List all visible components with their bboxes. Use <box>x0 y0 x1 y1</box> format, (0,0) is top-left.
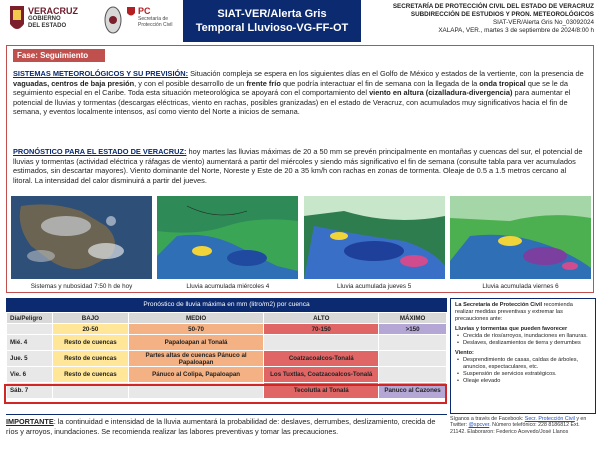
table-row: Vie. 6 Resto de cuencas Pánuco al Colipa, Papaloapan Los Tuxtlas, Coatzacoalcos-Tonalá <box>7 367 447 383</box>
table-row: Mié. 4 Resto de cuencas Papaloapan al Tonalá <box>7 335 447 351</box>
list-item: • Oleaje elevado <box>455 378 591 385</box>
list-item: • Suspensión de servicios estratégicos. <box>455 371 591 378</box>
satellite-map-icon <box>11 196 152 279</box>
rain-forecast-table <box>6 298 447 408</box>
rain-map-icon <box>304 196 445 279</box>
table-header-row: Día/Peligro BAJO MEDIO ALTO MÁXIMO <box>7 313 447 324</box>
table-range-row: 20-50 50-70 70-150 >150 <box>7 324 447 335</box>
rain-map-friday: Lluvia acumulada viernes 6 <box>450 196 591 292</box>
forecast-panel <box>6 45 594 293</box>
important-note: IMPORTANTE: la continuidad e intensidad de la lluvia aumentará la probabilidad de: deslaves, derrumbes, deslizamiento, crecida de ríos y arroyos, inundaciones. Se recomienda realizar las labores preventivas y tomar las precauciones. <box>6 414 447 448</box>
coat-of-arms-icon <box>104 5 122 35</box>
protection-civil-shield-icon <box>126 6 136 18</box>
list-item: • Crecida de ríos/arroyos, inundaciones en llanuras. <box>455 333 591 340</box>
rain-map-thursday: Lluvia acumulada jueves 5 <box>304 196 445 292</box>
recommendation-list <box>455 333 591 347</box>
systems-paragraph: SISTEMAS METEOROLÓGICOS Y SU PREVISIÓN: Situación compleja se espera en los siguientes días en el Golfo de México y estados de la vertiente, con la presencia de vaguadas, centros de baja presión, y con el posible desarrollo de un frente frío que podría interactuar el fin de semana con la llegada de la onda tropical que se le da seguimiento especial en el Caribe. Toda esta situación meteorológica se apoyará con el comportamiento del viento en altura (cizalladura-divergencia) para aumentar el potencial de lluvias y tormentas (descargas eléctricas, viento en rachas, posibles granizadas) en el estado de Veracruz, con acumulados muy significativos hacia el fin de semana, y eventos localmente intensos, así como viento del Norte a inicios de semana. <box>13 69 584 117</box>
group-title: Viento: <box>455 350 474 356</box>
recommendation-list <box>455 357 591 385</box>
veracruz-shield-icon <box>8 4 26 36</box>
org-info: SECRETARÍA DE PROTECCIÓN CIVIL DEL ESTADO DE VERACRUZ SUBDIRECCIÓN DE ESTUDIOS Y PRON. METEOROLÓGICOS SIAT-VER/Alerta Gris No_03092024 XALAPA, VER., martes 3 de septiembre de 2024/8:00 h <box>392 3 594 34</box>
alert-title-line2: Temporal Lluvioso-VG-FF-OT <box>195 22 349 34</box>
header <box>0 0 600 42</box>
rain-map-icon <box>157 196 298 279</box>
recommendations-panel <box>450 298 596 414</box>
veracruz-logo-text: VERACRUZ GOBIERNO DEL ESTADO <box>28 6 79 29</box>
table-row: Jue. 5 Resto de cuencas Partes altas de cuencas Pánuco al Papaloapan Coatzacoalcos-Tonalá <box>7 351 447 367</box>
list-item: • Deslaves, deslizamientos de tierra y derrumbes <box>455 340 591 347</box>
satellite-image: Sistemas y nubosidad 7:50 h de hoy <box>11 196 152 292</box>
forecast-paragraph: PRONÓSTICO PARA EL ESTADO DE VERACRUZ: hoy martes las lluvias máximas de 20 a 50 mm se prevén principalmente en montañas y cuencas del sur, el potencial de lluvias y tormentas (actividad eléctrica y ráfagas de viento) aumentará a partir del miércoles y siendo más significativo el fin de semana (consulte tabla para ver acumulados estimados, sin descartar mayores). Viento dominante del Norte, Noreste y Este de 20 a 35 km/h con rachas en zonas de tormenta. Oleaje de 0.5 a 1.5 metros cercano al litoral. La intensidad del calor disminuirá a partir del jueves. <box>13 147 583 185</box>
contact-info: Síganos a través de Facebook: Secr. Protección Civil y en Twitter: @spcver. Número telefónico: 228 8186812 Ext. 21142. Elaboraron: Federico Acevedo/José Llanos <box>450 416 587 435</box>
table-title: Pronóstico de lluvia máxima en mm (litro/m2) por cuenca <box>6 298 447 312</box>
alert-title-line1: SIAT-VER/Alerta Gris <box>217 8 327 20</box>
group-title: Lluvias y tormentas que pueden favorecer <box>455 326 568 332</box>
recommendations-intro: La Secretaría de Protección Civil recomienda realizar medidas preventivas y extremar las precauciones ante: <box>455 302 573 322</box>
forecast-images <box>11 196 591 292</box>
table-row: Sáb. 7 Tecolutla al Tonalá Panuco al Cazones <box>7 383 447 399</box>
twitter-link[interactable]: @spcver <box>468 422 490 429</box>
rain-map-wednesday: Lluvia acumulada miércoles 4 <box>157 196 298 292</box>
logos <box>0 0 183 42</box>
alert-title <box>183 0 361 42</box>
facebook-link[interactable]: Secr. Protección Civil <box>524 416 575 422</box>
highlight-box <box>4 384 447 404</box>
protection-civil-logo-text: PC Secretaría de Protección Civil <box>138 6 173 28</box>
phase-badge: Fase: Seguimiento <box>13 49 105 62</box>
list-item: • Desprendimiento de casas, caídas de árboles, anuncios, espectaculares, etc. <box>455 357 591 371</box>
rain-map-icon <box>450 196 591 279</box>
